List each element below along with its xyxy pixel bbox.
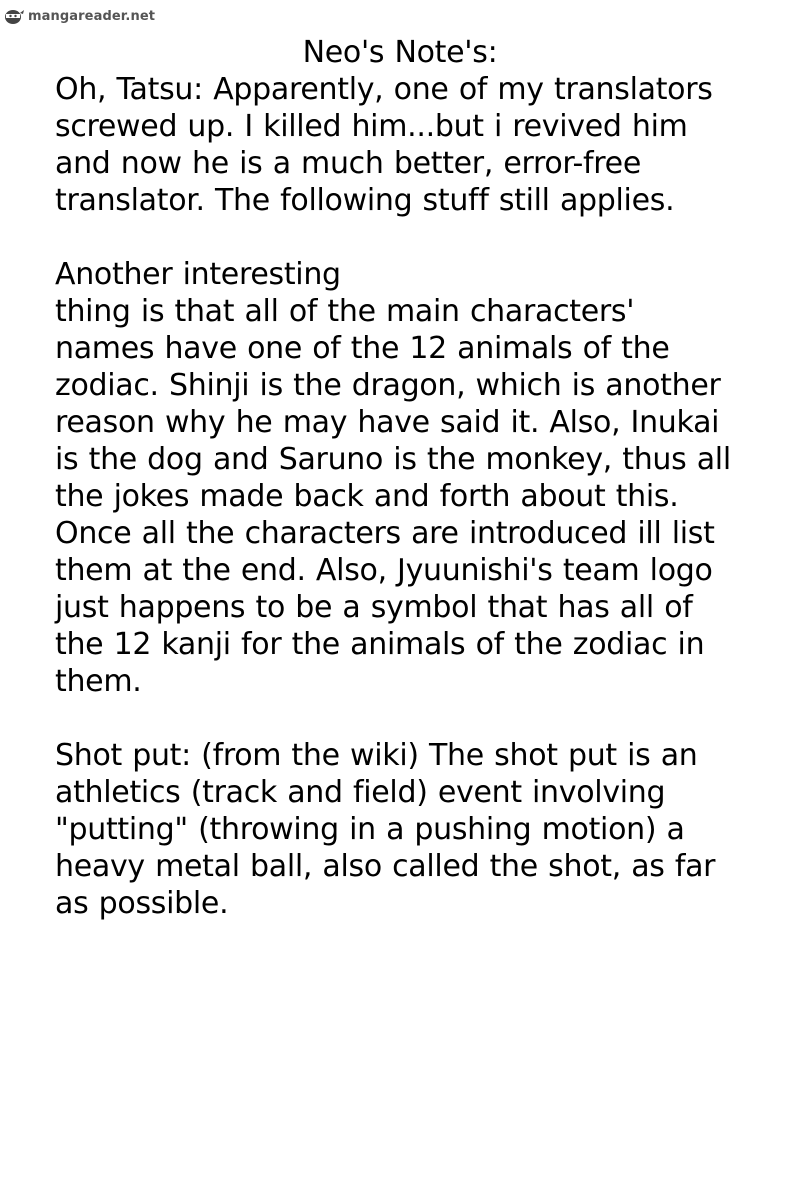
note-line: reason why he may have said it. Also, Inukai	[55, 405, 720, 440]
translator-note	[55, 34, 775, 922]
ninja-logo-icon	[2, 7, 24, 25]
note-line: heavy metal ball, also called the shot, as far	[55, 849, 716, 884]
watermark-text: mangareader.net	[28, 8, 156, 24]
note-line: Once all the characters are introduced ill list	[55, 516, 715, 551]
note-line: names have one of the 12 animals of the	[55, 331, 670, 366]
note-line: "putting" (throwing in a pushing motion) a	[55, 812, 685, 847]
note-line: athletics (track and field) event involving	[55, 775, 666, 810]
note-line: them.	[55, 664, 142, 699]
note-paragraph-zodiac	[55, 256, 775, 700]
paragraph-gap	[55, 700, 775, 737]
note-line: is the dog and Saruno is the monkey, thus all	[55, 442, 731, 477]
note-line: Another interesting	[55, 257, 341, 292]
note-line: the jokes made back and forth about this.	[55, 479, 679, 514]
note-line: the 12 kanji for the animals of the zodiac in	[55, 627, 705, 662]
note-line: them at the end. Also, Jyuunishi's team logo	[55, 553, 713, 588]
note-line: Shot put: (from the wiki) The shot put is an	[55, 738, 698, 773]
note-line: as possible.	[55, 886, 229, 921]
watermark	[2, 6, 155, 26]
note-title: Neo's Note's:	[302, 35, 498, 70]
note-paragraph-shot-put	[55, 737, 775, 922]
note-line: Oh, Tatsu: Apparently, one of my translators	[55, 72, 713, 107]
note-line: zodiac. Shinji is the dragon, which is another	[55, 368, 721, 403]
paragraph-gap	[55, 219, 775, 256]
note-line: translator. The following stuff still applies.	[55, 183, 675, 218]
note-line: and now he is a much better, error-free	[55, 146, 641, 181]
note-line: screwed up. I killed him...but i revived him	[55, 109, 688, 144]
note-line: just happens to be a symbol that has all of	[55, 590, 693, 625]
note-paragraph-tatsu	[55, 71, 775, 219]
note-line: thing is that all of the main characters'	[55, 294, 635, 329]
